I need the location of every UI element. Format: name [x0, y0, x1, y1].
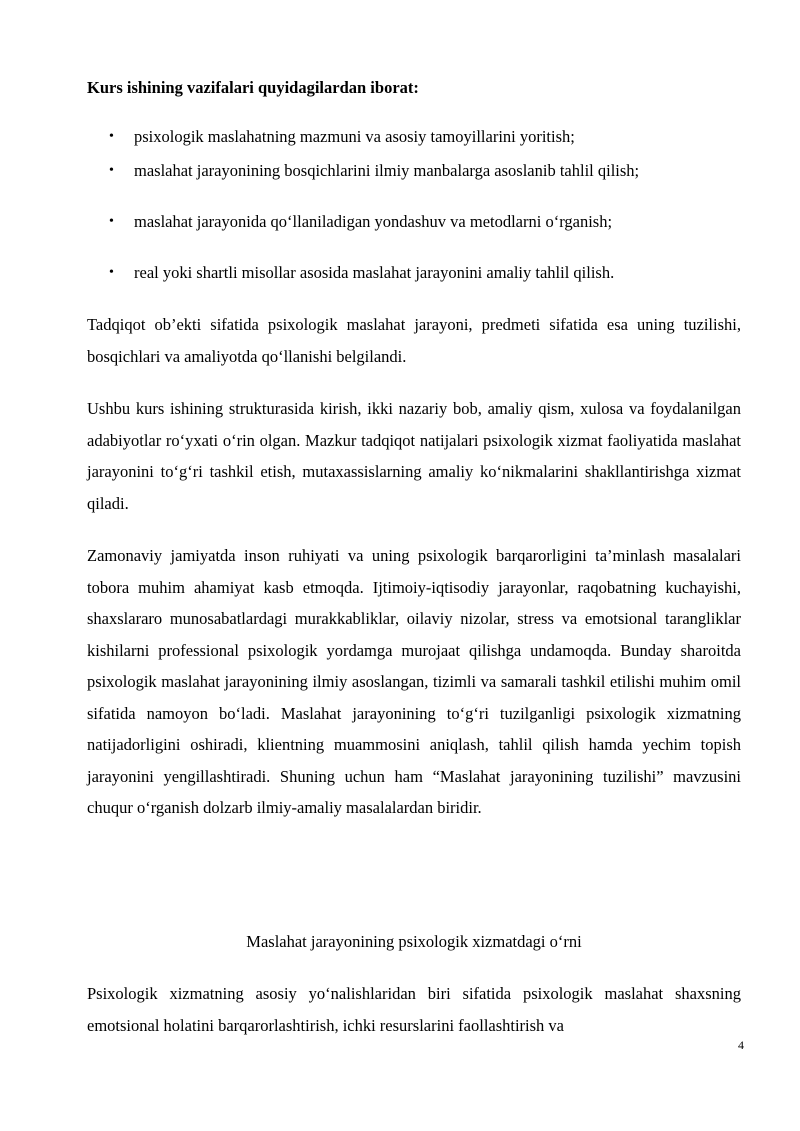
list-item-text: maslahat jarayonida qo‘llaniladigan yondashuv va metodlarni o‘rganish; — [134, 212, 613, 231]
structure-paragraph: Ushbu kurs ishining strukturasida kirish, ikki nazariy bob, amaliy qism, xulosa va foydalanilgan adabiyotlar ro‘yxati o‘rin olgan. Mazkur tadqiqot natijalari psixologik xizmat faoliyatida maslahat jarayonini to‘g‘ri tashkil etish, mutaxassislarning amaliy ko‘nikmalarini shakllantirishga xizmat qiladi. — [87, 399, 741, 513]
bullet-icon: • — [109, 163, 114, 178]
section-title: Maslahat jarayonining psixologik xizmatdagi o‘rni — [246, 932, 582, 951]
object-subject-paragraph: Tadqiqot ob’ekti sifatida psixologik maslahat jarayoni, predmeti sifatida esa uning tuzilishi, bosqichlari va amaliyotda qo‘llanishi belgilandi. — [87, 315, 741, 366]
page-number: 4 — [738, 1038, 744, 1052]
bullet-icon: • — [109, 265, 114, 280]
bullet-icon: • — [109, 214, 114, 229]
section-paragraph: Psixologik xizmatning asosiy yo‘nalishlaridan biri sifatida psixologik maslahat shaxsning emotsional holatini barqarorlashtirish, ichki resurslarini faollashtirish va — [87, 984, 741, 1035]
bullet-icon: • — [109, 129, 114, 144]
tasks-heading: Kurs ishining vazifalari quyidagilardan iborat: — [87, 78, 419, 97]
list-item-text: maslahat jarayonining bosqichlarini ilmiy manbalarga asoslanib tahlil qilish; — [134, 161, 640, 180]
relevance-paragraph: Zamonaviy jamiyatda inson ruhiyati va uning psixologik barqarorligini ta’minlash masalalari tobora muhim ahamiyat kasb etmoqda. Ijtimoiy-iqtisodiy jarayonlar, raqobatning kuchayishi, shaxslararo munosabatlardagi murakkabliklar, oilaviy nizolar, stress va emotsional tarangliklar kishilarni professional psixologik yordamga murojaat qilishga undamoqda. Bunday sharoitda psixologik maslahat jarayonining ilmiy asoslangan, tizimli va samarali tashkil etilishi muhim omil sifatida namoyon bo‘ladi. Maslahat jarayonining to‘g‘ri tuzilganligi psixologik xizmatning natijadorligini oshiradi, klientning muammosini aniqlash, tahlil qilish hamda yechim topish jarayonini yengillashtiradi. Shuning uchun ham “Maslahat jarayonining tuzilishi” mavzusini chuqur o‘rganish dolzarb ilmiy-amaliy masalalardan biridir. — [87, 546, 741, 817]
list-item-text: psixologik maslahatning mazmuni va asosiy tamoyillarini yoritish; — [134, 127, 575, 146]
list-item-text: real yoki shartli misollar asosida maslahat jarayonini amaliy tahlil qilish. — [134, 263, 615, 282]
